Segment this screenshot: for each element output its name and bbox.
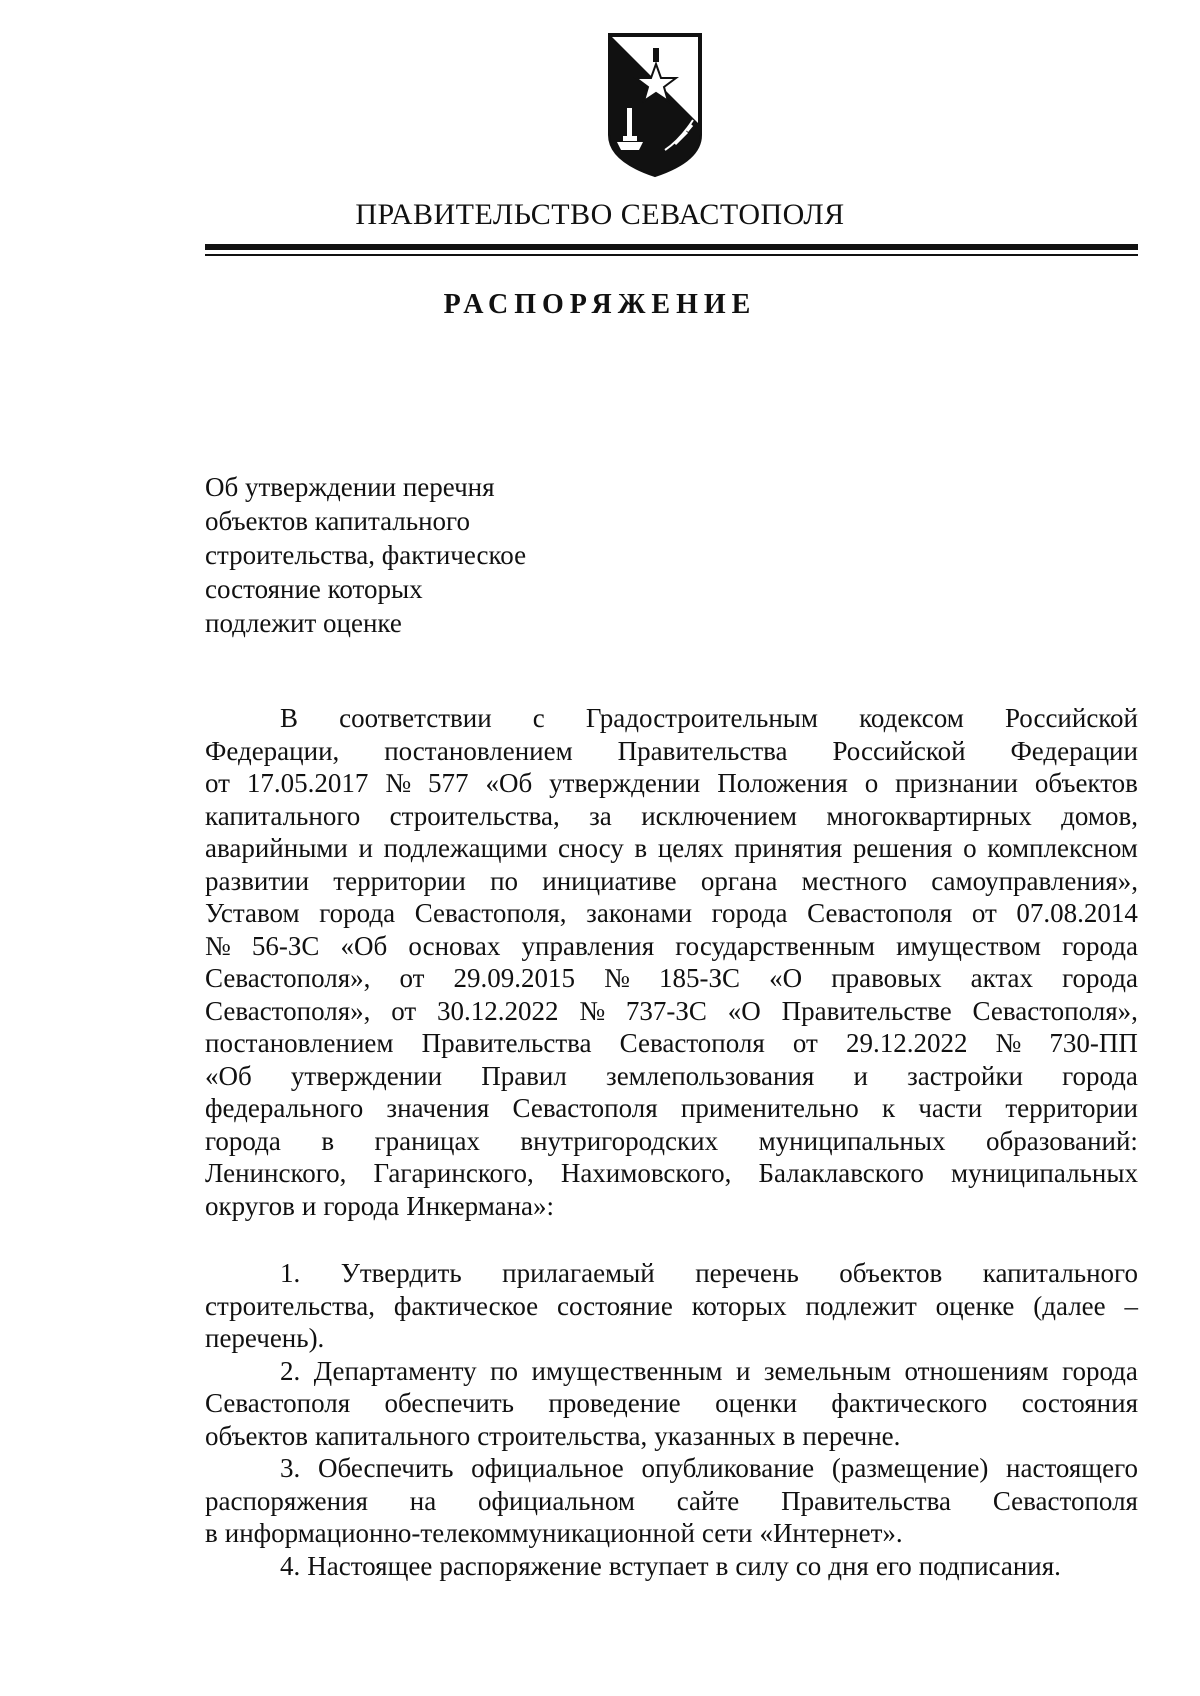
body-word: инициативе <box>542 865 677 896</box>
body-line <box>205 1190 1138 1223</box>
body-word: в <box>715 1550 729 1581</box>
body-word: аварийными <box>205 833 348 863</box>
body-word: применительно <box>680 1093 859 1123</box>
body-word: капитального <box>314 1420 471 1451</box>
body-word: прилагаемый <box>502 1258 655 1288</box>
subject-line: строительства, фактическое <box>205 540 527 570</box>
body-line <box>205 1550 1138 1583</box>
body-word: капитального <box>982 1258 1138 1288</box>
body-word: 185-ЗС <box>658 963 740 993</box>
body-word: подлежит <box>805 1290 917 1321</box>
body-word: распоряжение <box>439 1550 602 1581</box>
body-word: Севастополя <box>992 1485 1138 1516</box>
body-line <box>205 1485 1138 1518</box>
body-word: объектов <box>839 1258 943 1288</box>
body-word: Градостроительным <box>585 703 819 733</box>
body-word: 577 <box>428 768 469 798</box>
body-word: города <box>319 898 396 928</box>
body-word: официальное <box>471 1453 624 1483</box>
body-word: Федерации <box>1010 735 1138 766</box>
body-word: от <box>391 995 417 1026</box>
body-word: города <box>1062 930 1138 961</box>
body-word: Утвердить <box>340 1258 462 1288</box>
body-word: настоящего <box>1006 1453 1138 1483</box>
body-word: Правил <box>481 1060 567 1091</box>
body-word: Правительстве <box>781 995 952 1026</box>
document-body <box>205 702 1138 1582</box>
body-word: оценке <box>935 1290 1015 1321</box>
body-line <box>205 1257 1138 1290</box>
document-type-title: РАСПОРЯЖЕНИЕ <box>443 289 757 320</box>
body-word: состояния <box>1021 1388 1138 1418</box>
body-word: города <box>205 1125 281 1156</box>
body-word: строительства, <box>205 1290 376 1321</box>
organization-name: ПРАВИТЕЛЬСТВО СЕВАСТОПОЛЯ <box>355 198 845 231</box>
body-word: утверждении <box>290 1060 443 1091</box>
body-word: отношениям <box>904 1355 1049 1386</box>
body-word: значения <box>386 1093 490 1123</box>
body-line <box>205 702 1138 735</box>
body-line <box>205 832 1138 865</box>
body-word: официальном <box>478 1485 635 1516</box>
body-word: Севастополя», <box>205 963 371 993</box>
body-word: основах <box>408 930 501 961</box>
body-word: Ленинского, <box>205 1158 347 1188</box>
body-word: перечне. <box>802 1420 901 1451</box>
body-word: от <box>792 1028 818 1058</box>
body-word: Департаменту <box>313 1355 477 1386</box>
body-word: «Об <box>485 768 533 798</box>
body-word: перечень <box>695 1258 799 1288</box>
subject-line: Об утверждении перечня <box>205 472 495 502</box>
body-line <box>205 865 1138 898</box>
body-word: постановлением <box>384 735 573 766</box>
body-word: 2. <box>280 1355 301 1386</box>
body-word: домов, <box>1061 800 1138 831</box>
body-word: комплексном <box>987 833 1138 863</box>
body-word: развитии <box>205 865 310 896</box>
body-line <box>205 995 1138 1028</box>
body-word: Уставом <box>205 898 300 928</box>
body-word: № <box>385 768 412 798</box>
body-word: принятия <box>734 833 843 863</box>
body-word: земельным <box>763 1355 892 1386</box>
body-line <box>205 1517 1138 1550</box>
body-word: утверждении <box>549 768 701 798</box>
body-word: объектов <box>1034 768 1138 798</box>
body-line <box>205 1060 1138 1093</box>
body-word: в <box>782 1420 796 1451</box>
body-word: по <box>490 1355 519 1386</box>
body-word: Балаклавского <box>758 1158 924 1188</box>
body-word: указанных <box>654 1420 776 1451</box>
body-word: Севастополя», <box>205 995 371 1026</box>
body-line <box>205 930 1138 963</box>
body-word: муниципальных <box>758 1125 946 1156</box>
coat-of-arms-icon <box>605 30 705 180</box>
body-word: Российской <box>1004 703 1138 733</box>
body-line <box>205 1092 1138 1125</box>
body-word: Нахимовского, <box>560 1158 732 1188</box>
body-word: капитального <box>205 800 361 831</box>
body-word: объектов <box>205 1420 308 1451</box>
body-word: информационно-телекоммуникационной <box>224 1518 695 1548</box>
body-word: государственным <box>675 930 875 961</box>
body-word: состояние <box>556 1290 673 1321</box>
body-word: органа <box>700 865 778 896</box>
body-word: вступает <box>608 1550 709 1581</box>
body-word: фактического <box>831 1388 988 1418</box>
body-word: с <box>532 703 545 733</box>
body-word: Севастополя <box>512 1093 658 1123</box>
body-word: федерального <box>205 1093 364 1123</box>
body-word: силу <box>735 1550 789 1581</box>
body-line <box>205 962 1138 995</box>
body-word: которых <box>691 1290 787 1321</box>
body-word: внутригородских <box>520 1125 719 1156</box>
body-line <box>205 1355 1138 1388</box>
body-word: В <box>280 703 299 733</box>
body-word: 30.12.2022 <box>436 995 559 1026</box>
body-word: 07.08.2014 <box>1016 898 1138 928</box>
body-line <box>205 1322 1138 1355</box>
header-rule-thick <box>205 244 1138 250</box>
body-word: соответствии <box>339 703 492 733</box>
body-word: «О <box>769 963 803 993</box>
body-word: территории <box>333 865 466 896</box>
body-word: территории <box>1005 1093 1138 1123</box>
body-word: № <box>205 930 231 961</box>
body-line <box>205 1125 1138 1158</box>
body-word: дня <box>828 1550 869 1581</box>
body-word: 1. <box>280 1258 301 1288</box>
body-word: части <box>918 1093 983 1123</box>
body-word: местного <box>801 865 907 896</box>
body-word: «Интернет». <box>759 1518 903 1548</box>
body-word: сносу <box>558 833 624 863</box>
body-word: строительства, <box>389 800 560 831</box>
body-word: границах <box>374 1125 480 1156</box>
body-word: имущественным <box>531 1355 723 1386</box>
body-line <box>205 1027 1138 1060</box>
body-word: актах <box>970 963 1034 993</box>
body-line <box>205 767 1138 800</box>
body-line <box>205 1387 1138 1420</box>
body-word: – <box>1124 1290 1138 1321</box>
body-word: муниципальных <box>951 1158 1138 1188</box>
body-word: (размещение) <box>831 1453 989 1483</box>
body-word: Настоящее <box>307 1550 433 1581</box>
body-word: исключением <box>641 800 797 831</box>
body-word: 29.09.2015 <box>453 963 576 993</box>
body-word: Российской <box>832 735 966 766</box>
body-word: управления <box>521 930 655 961</box>
body-line <box>205 1290 1138 1323</box>
body-word: Севастополя, <box>414 898 567 928</box>
body-word: и <box>735 1355 751 1386</box>
body-word: подлежащими <box>383 833 548 863</box>
body-word: опубликование <box>641 1453 815 1483</box>
body-word: Обеспечить <box>317 1453 454 1483</box>
body-word: «О <box>727 995 761 1026</box>
body-word: решения <box>852 833 953 863</box>
body-word: за <box>589 800 612 831</box>
body-word: и <box>301 1190 317 1221</box>
body-word: фактическое <box>393 1290 539 1321</box>
body-word: № <box>579 995 606 1026</box>
body-word: имуществом <box>896 930 1042 961</box>
body-word: в <box>634 833 648 863</box>
body-word: оценки <box>715 1388 798 1418</box>
body-word: от <box>205 768 230 798</box>
body-word: строительства, <box>477 1420 648 1451</box>
body-word: признании <box>895 768 1018 798</box>
body-word: обеспечить <box>384 1388 514 1418</box>
body-word: Севастополя <box>205 1388 351 1418</box>
body-word: Правительства <box>421 1028 592 1058</box>
body-word: «Об <box>205 1060 252 1091</box>
header-rule-thin <box>205 254 1138 256</box>
body-word: подписания. <box>918 1550 1061 1581</box>
body-word: перечень). <box>205 1323 325 1353</box>
body-word: и <box>358 833 373 863</box>
body-word: города <box>1062 1060 1138 1091</box>
body-word: правовых <box>831 963 942 993</box>
body-line <box>205 897 1138 930</box>
body-line <box>205 1452 1138 1485</box>
subject-line: объектов капитального <box>205 506 470 536</box>
body-word: Инкермана»: <box>406 1190 555 1221</box>
body-line <box>205 800 1138 833</box>
body-word: 730-ПП <box>1049 1028 1138 1058</box>
document-subject <box>205 470 585 640</box>
body-word: проведение <box>548 1388 681 1418</box>
body-word: «Об <box>340 930 388 961</box>
body-word: к <box>882 1093 896 1123</box>
subject-line: состояние которых <box>205 574 423 604</box>
body-word: № <box>995 1028 1022 1058</box>
body-word: № <box>604 963 630 993</box>
body-word: города <box>1062 1355 1138 1386</box>
body-line <box>205 1157 1138 1190</box>
body-word: целях <box>657 833 724 863</box>
body-word: города <box>711 898 788 928</box>
body-word: о <box>864 768 879 798</box>
body-word: Севастополя», <box>972 995 1138 1026</box>
body-word: в <box>205 1518 218 1548</box>
body-word: от <box>971 898 997 928</box>
body-word: Федерации, <box>205 735 340 766</box>
body-word: застройки <box>907 1060 1023 1091</box>
body-word: о <box>963 833 977 863</box>
body-word: Правительства <box>781 1485 952 1516</box>
body-word: по <box>490 865 519 896</box>
body-word: сайте <box>676 1485 740 1516</box>
body-word: 737-ЗС <box>625 995 707 1026</box>
body-word: землепользования <box>606 1060 815 1091</box>
body-word: Положения <box>717 768 848 798</box>
body-word: Севастополя <box>807 898 953 928</box>
body-word: сети <box>701 1518 753 1548</box>
body-word: Правительства <box>617 735 788 766</box>
body-word: (далее <box>1033 1290 1106 1321</box>
body-word: законами <box>586 898 693 928</box>
body-word: Севастополя <box>619 1028 765 1058</box>
body-line <box>205 1420 1138 1453</box>
paragraph-gap <box>205 1222 1138 1257</box>
body-word: Гагаринского, <box>373 1158 534 1188</box>
body-word: в <box>321 1125 335 1156</box>
body-line <box>205 735 1138 768</box>
body-word: самоуправления», <box>931 865 1138 896</box>
body-word: 56-ЗС <box>251 930 320 961</box>
body-word: распоряжения <box>205 1485 368 1516</box>
body-word: со <box>795 1550 822 1581</box>
body-word: города <box>323 1190 400 1221</box>
body-word: его <box>875 1550 912 1581</box>
body-word: 4. <box>280 1550 301 1581</box>
body-word: постановлением <box>205 1028 394 1058</box>
body-word: 29.12.2022 <box>845 1028 968 1058</box>
body-word: и <box>853 1060 868 1091</box>
body-word: 3. <box>280 1453 301 1483</box>
body-word: 17.05.2017 <box>246 768 369 798</box>
body-word: кодексом <box>859 703 964 733</box>
body-word: многоквартирных <box>826 800 1032 831</box>
body-word: образований: <box>985 1125 1138 1156</box>
body-word: на <box>409 1485 437 1516</box>
body-word: от <box>399 963 425 993</box>
body-word: города <box>1062 963 1138 993</box>
body-word: округов <box>205 1190 295 1221</box>
subject-line: подлежит оценке <box>205 608 402 638</box>
